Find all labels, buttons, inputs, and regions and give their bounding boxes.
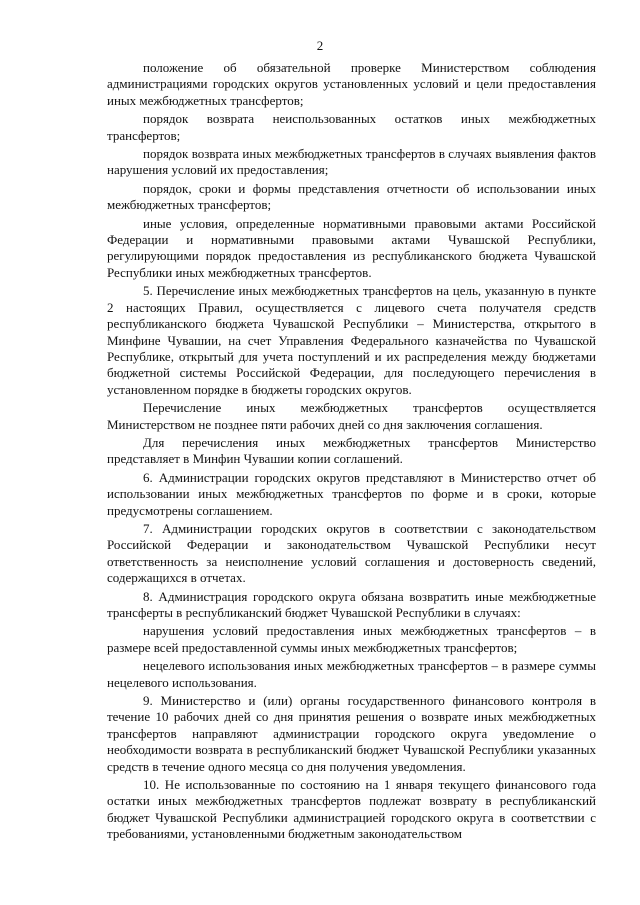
paragraph: Для перечисления иных межбюджетных трансфертов Министерство представляет в Минфин Чувашии копии соглашений. [107,434,596,467]
paragraph: порядок возврата иных межбюджетных трансфертов в случаях выявления фактов нарушения условий их предоставления; [107,146,596,178]
paragraph: иные условия, определенные нормативными правовыми актами Российской Федерации и нормативными правовыми актами Чувашской Республики, регулирующими порядок предоставления из республиканского бюджета Чувашской Республики иных межбюджетных трансфертов. [107,215,596,280]
paragraph: положение об обязательной проверке Министерством соблюдения администрациями городских округов установленных условий и цели предоставления иных межбюджетных трансфертов; [107,60,596,108]
document-body [107,60,596,845]
paragraph: нарушения условий предоставления иных межбюджетных трансфертов – в размере всей предоставленной суммы иных межбюджетных трансфертов; [107,623,596,655]
paragraph: 9. Министерство и (или) органы государственного финансового контроля в течение 10 рабочих дней со дня принятия решения о возврате иных межбюджетных трансфертов направляют администрации городского округа уведомление о необходимости возврата в республиканский бюджет Чувашской Республики указанных средств в течение одного месяца со дня получения уведомления. [107,693,596,774]
paragraph: 7. Администрации городских округов в соответствии с законодательством Российской Федерации и законодательством Чувашской Республики несут ответственность за неисполнение условий соглашения и достоверность сведений, содержащихся в отчетах. [107,520,596,586]
paragraph: 10. Не использованные по состоянию на 1 января текущего финансового года остатки иных межбюджетных трансфертов подлежат возврату в республиканский бюджет Чувашской Республики администрацией городского округа в соответствии с требованиями, установленными бюджетным законодательством [107,777,596,842]
paragraph: порядок возврата неиспользованных остатков иных межбюджетных трансфертов; [107,111,596,143]
paragraph: 8. Администрация городского округа обязана возвратить иные межбюджетные трансферты в республиканский бюджет Чувашской Республики в случаях: [107,588,596,620]
paragraph: нецелевого использования иных межбюджетных трансфертов – в размере суммы нецелевого использования. [107,658,596,690]
paragraph: 5. Перечисление иных межбюджетных трансфертов на цель, указанную в пункте 2 настоящих Правил, осуществляется с лицевого счета получателя средств республиканского бюджета Чувашской Республики – Министерства, открытого в Минфине Чувашии, на счет Управления Федерального казначейства по Чувашской Республике, открытый для учета поступлений и их распределения между бюджетами бюджетной системы Российской Федерации, для последующего перечисления в установленном порядке в бюджеты городских округов. [107,283,596,397]
paragraph: 6. Администрации городских округов представляют в Министерство отчет об использовании иных межбюджетных трансфертов по форме и в сроки, которые предусмотрены соглашением. [107,469,596,518]
paragraph: Перечисление иных межбюджетных трансфертов осуществляется Министерством не позднее пяти рабочих дней со дня заключения соглашения. [107,400,596,432]
paragraph: порядок, сроки и формы представления отчетности об использовании иных межбюджетных трансфертов; [107,180,596,213]
page-number: 2 [316,38,324,53]
